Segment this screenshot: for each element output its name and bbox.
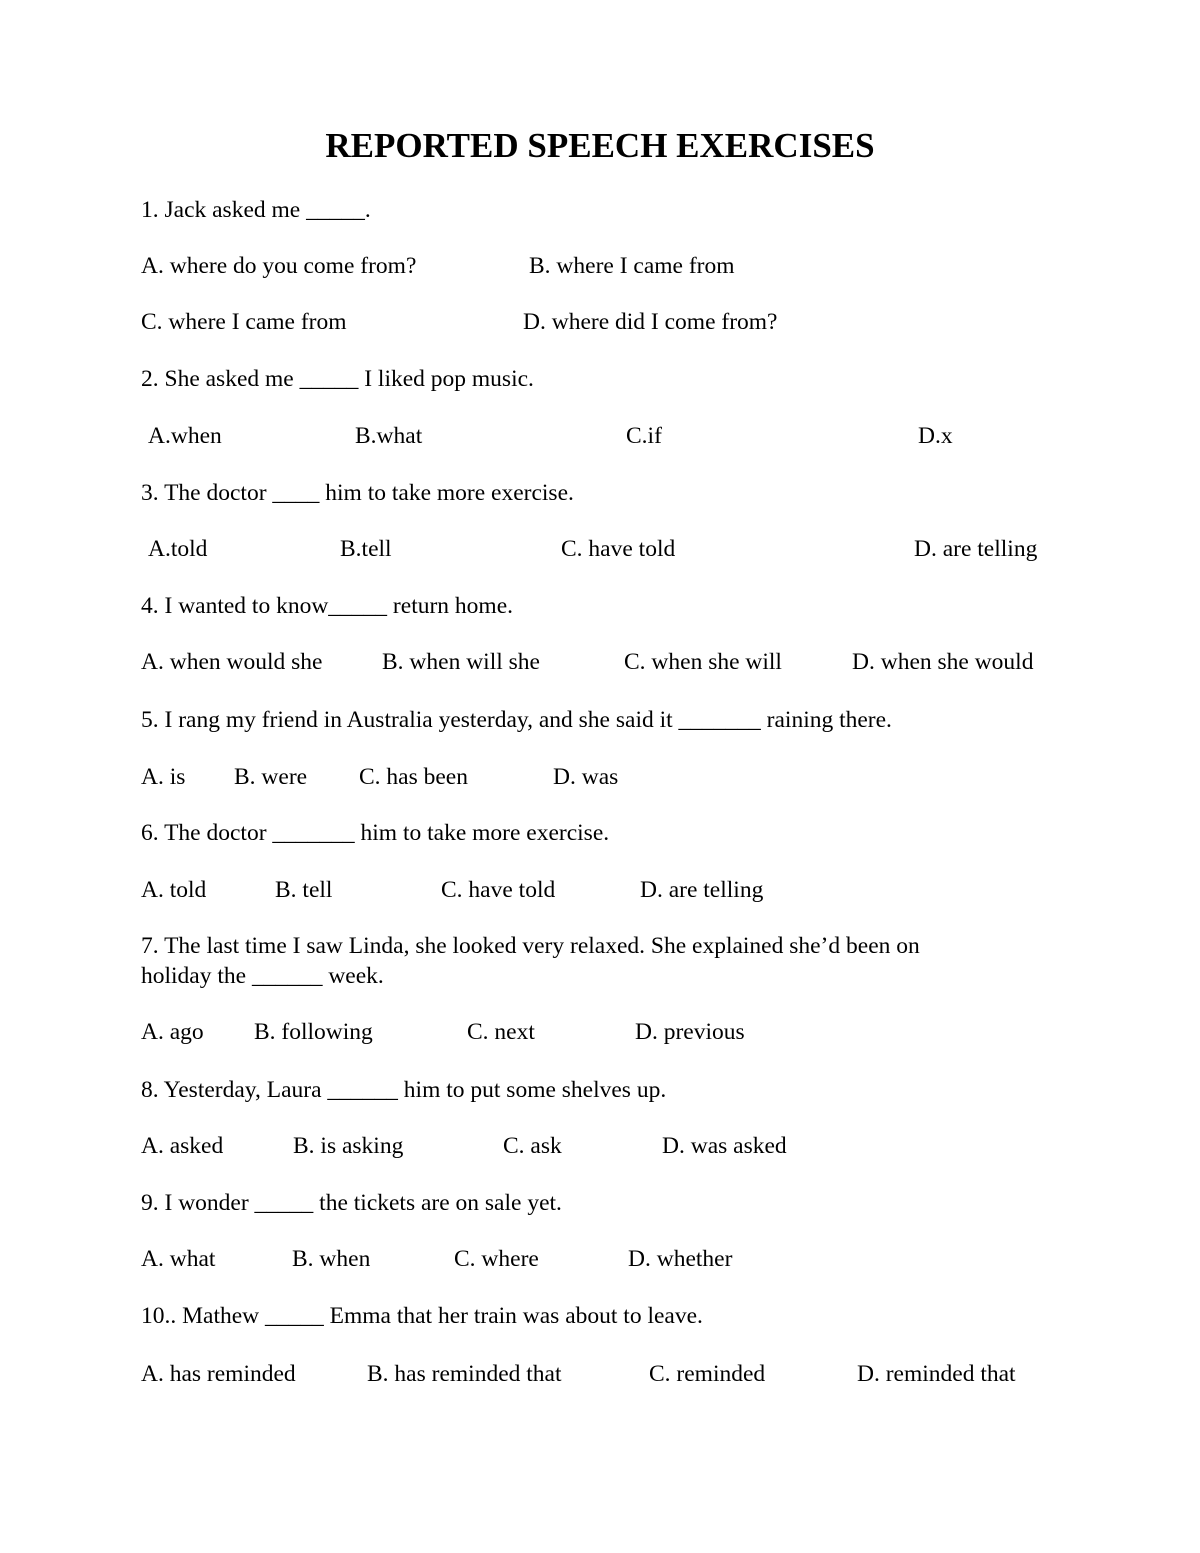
question-1-option-d: D. where did I come from? (523, 309, 778, 335)
question-7-stem-line-2: holiday the ______ week. (141, 963, 384, 989)
question-1-option-a: A. where do you come from? (141, 253, 417, 279)
question-2-option-c: C.if (626, 423, 662, 449)
question-4-option-b: B. when will she (382, 649, 540, 675)
question-7-option-c: C. next (467, 1019, 535, 1045)
question-1-stem: 1. Jack asked me _____. (141, 197, 371, 223)
question-2-option-a: A.when (148, 423, 222, 449)
question-3-option-b: B.tell (340, 536, 392, 562)
question-10-option-c: C. reminded (649, 1361, 766, 1387)
question-9-stem: 9. I wonder _____ the tickets are on sale yet. (141, 1190, 562, 1216)
question-9-option-a: A. what (141, 1246, 216, 1272)
question-7-stem-line-1: 7. The last time I saw Linda, she looked very relaxed. She explained she’d been on (141, 933, 920, 959)
question-6-stem: 6. The doctor _______ him to take more exercise. (141, 820, 610, 846)
question-5-option-a: A. is (141, 764, 186, 790)
question-8-stem: 8. Yesterday, Laura ______ him to put some shelves up. (141, 1077, 667, 1103)
question-9-option-c: C. where (454, 1246, 539, 1272)
question-8-option-b: B. is asking (293, 1133, 404, 1159)
question-2-option-d: D.x (918, 423, 953, 449)
question-9-option-b: B. when (292, 1246, 371, 1272)
question-8-option-d: D. was asked (662, 1133, 787, 1159)
page-title: REPORTED SPEECH EXERCISES (325, 126, 875, 165)
question-6-option-a: A. told (141, 877, 207, 903)
question-7-option-d: D. previous (635, 1019, 745, 1045)
question-1-option-b: B. where I came from (529, 253, 735, 279)
question-10-stem: 10.. Mathew _____ Emma that her train was about to leave. (141, 1303, 703, 1329)
question-10-option-b: B. has reminded that (367, 1361, 562, 1387)
question-7-option-b: B. following (254, 1019, 373, 1045)
question-4-option-c: C. when she will (624, 649, 782, 675)
question-2-option-b: B.what (355, 423, 423, 449)
question-9-option-d: D. whether (628, 1246, 733, 1272)
question-5-option-b: B. were (234, 764, 308, 790)
question-5-option-d: D. was (553, 764, 619, 790)
question-3-option-c: C. have told (561, 536, 676, 562)
question-4-stem: 4. I wanted to know_____ return home. (141, 593, 514, 619)
question-6-option-d: D. are telling (640, 877, 764, 903)
question-5-stem: 5. I rang my friend in Australia yesterday, and she said it _______ raining there. (141, 707, 892, 733)
question-2-stem: 2. She asked me _____ I liked pop music. (141, 366, 534, 392)
question-7-option-a: A. ago (141, 1019, 204, 1045)
question-8-option-c: C. ask (503, 1133, 562, 1159)
question-8-option-a: A. asked (141, 1133, 224, 1159)
question-10-option-a: A. has reminded (141, 1361, 296, 1387)
question-3-stem: 3. The doctor ____ him to take more exercise. (141, 480, 574, 506)
question-10-option-d: D. reminded that (857, 1361, 1016, 1387)
question-3-option-a: A.told (148, 536, 208, 562)
question-6-option-c: C. have told (441, 877, 556, 903)
question-4-option-d: D. when she would (852, 649, 1034, 675)
question-3-option-d: D. are telling (914, 536, 1038, 562)
question-4-option-a: A. when would she (141, 649, 323, 675)
question-6-option-b: B. tell (275, 877, 333, 903)
question-1-option-c: C. where I came from (141, 309, 347, 335)
question-5-option-c: C. has been (359, 764, 468, 790)
